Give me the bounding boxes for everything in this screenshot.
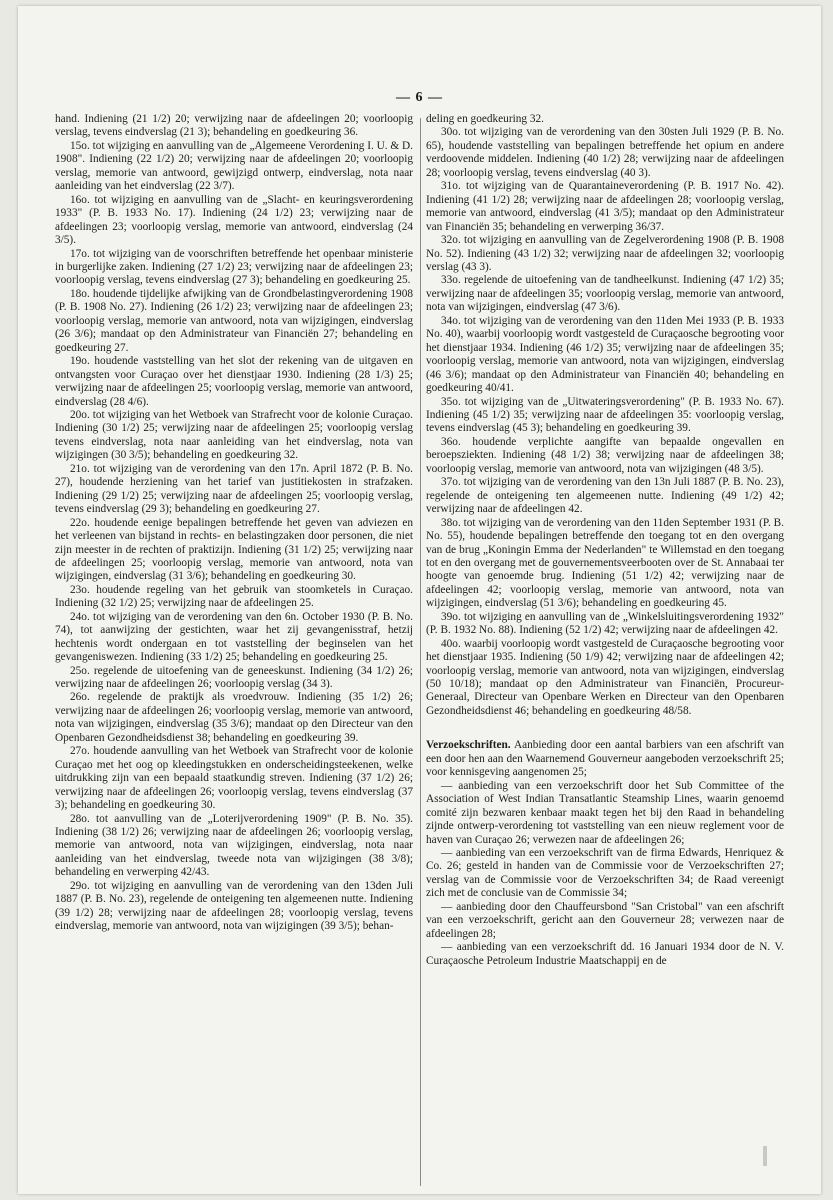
petition-entry: — aanbieding van een verzoekschrift van de firma Edwards, Henriquez & Co. 26; gesteld in handen van de Commissie voor de Verzoekschriften 27; verslag van de Commissie voor de Verzoekschriften 34; de Raad vereenigt zich met de conclusie van de Commissie 34; <box>426 847 784 900</box>
index-entry: 25o. regelende de uitoefening van de geneeskunst. Indiening (34 1/2) 26; verwijzing naar de afdeelingen 26; voorloopig verslag (34 3). <box>55 664 413 691</box>
index-entry: 17o. tot wijziging van de voorschriften betreffende het openbaar ministerie in burgerlijke zaken. Indiening (27 1/2) 23; verwijzing naar de afdeelingen 23; voorloopig verslag, tevens eindverslag (27 3); behandeling en goedkeuring 25. <box>55 247 413 287</box>
index-entry: 20o. tot wijziging van het Wetboek van Strafrecht voor de kolonie Curaçao. Indiening (30 1/2) 25; verwijzing naar de afdeelingen 25; voorloopig verslag tevens eindverslag, nota naar aanleiding van het eindverslag, nota van wijzigingen (30 3/5); behandeling en goedkeuring 32. <box>55 408 413 462</box>
column-divider <box>420 118 421 1186</box>
index-entry: 29o. tot wijziging en aanvulling van de verordening van den 13den Juli 1887 (P. B. No. 23), regelende de onteigening ten algemeenen nutte. Indiening (39 1/2) 28; verwijzing naar de afdeelingen 28; voorloopig verslag, tevens eindverslag, memorie van antwoord, nota van wijzigingen (39 3/5); behan- <box>55 879 413 933</box>
index-entry: 24o. tot wijziging van de verordening van den 6n. October 1930 (P. B. No. 74), tot aanwijzing der gestichten, waar het zij gevangenisstraf, hetzij hechtenis wordt ondergaan en tot vaststelling der beginselen van het gevangeniswezen. Indiening (33 1/2) 25; behandeling en goedkeuring 25. <box>55 610 413 664</box>
index-entry: 39o. tot wijziging en aanvulling van de „Winkelsluitingsverordening 1932" (P. B. 1932 No. 88). Indiening (52 1/2) 42; verwijzing naar de afdeelingen 42. <box>426 610 784 637</box>
verzoekschriften-heading: Verzoekschriften. <box>426 739 511 752</box>
verzoekschriften-paragraph <box>426 739 784 779</box>
index-entry: deling en goedkeuring 32. <box>426 113 544 125</box>
index-entry: 34o. tot wijziging van de verordening van den 11den Mei 1933 (P. B. 1933 No. 40), waarbij voorloopig wordt vastgesteld de Curaçaosche begrooting voor het dienstjaar 1934. Indiening (46 1/2) 35; verwijzing naar de afdeelingen 35; voorloopig verslag, memorie van antwoord, nota van wijzigingen, eindverslag (46 3/6); mandaat op den Administrateur van Financiën 40; behandeling en goedkeuring 40/41. <box>426 314 784 395</box>
index-entry: 38o. tot wijziging van de verordening van den 11den September 1931 (P. B. No. 55), houdende bepalingen betreffende den toegang tot en den overgang van de brug „Koningin Emma der Nederlanden" te Willemstad en den toegang tot en den overgang met de gouvernementsveerbooten over de St. Annabaai ter hoogte van genoemde brug. Indiening (51 1/2) 42; verwijzing naar de afdeelingen 42; voorloopig verslag, memorie van antwoord, nota van wijzigingen, eindverslag (51 3/6); behandeling en goedkeuring 45. <box>426 516 784 610</box>
index-entry: 21o. tot wijziging van de verordening van den 17n. April 1872 (P. B. No. 27), houdende herziening van het tarief van justitiekosten in strafzaken. Indiening (29 1/2) 25; verwijzing naar de afdeelingen 25; voorloopig verslag, tevens eindverslag (29 3); behandeling en goedkeuring 27. <box>55 462 413 516</box>
index-entry: 40o. waarbij voorloopig wordt vastgesteld de Curaçaosche begrooting voor het dienstjaar 1935. Indiening (50 1/9) 42; verwijzing naar de afdeelingen 42; voorloopig verslag, memorie van antwoord, nota van wijzigingen, eindverslag (50 10/18); mandaat op den Administrateur van Financiën, Procureur-Generaal, Directeur van Openbare Werken en Directeur van den Openbaren Gezondheidsdienst 46; behandeling en goedkeuring 48/58. <box>426 637 784 717</box>
index-entry: 23o. houdende regeling van het gebruik van stoomketels in Curaçao. Indiening (32 1/2) 25; verwijzing naar de afdeelingen 25. <box>55 583 413 610</box>
index-entry: 16o. tot wijziging en aanvulling van de „Slacht- en keuringsverordening 1933" (P. B. 1933 No. 17). Indiening (24 1/2) 23; verwijzing naar de afdeelingen 23; voorloopig verslag, memorie van antwoord, eindverslag (24 3/5). <box>55 193 413 247</box>
index-entry: 26o. regelende de praktijk als vroedvrouw. Indiening (35 1/2) 26; verwijzing naar de afdeelingen 26; voorloopig verslag, memorie van antwoord, nota van wijzigingen, eindverslag (35 3/6); mandaat op den Directeur van den Openbaren Gezondheidsdienst 38; behandeling en goedkeuring 39. <box>55 691 413 744</box>
petition-entry: — aanbieding door den Chauffeursbond "San Cristobal" van een afschrift van een verzoekschrift, gericht aan den Gouverneur 28; verwezen naar de afdeelingen 28; <box>426 900 784 940</box>
verzoekschriften-intro: Aanbieding door een aantal barbiers van een afschrift van een door hen aan den Waarnemend Gouverneur aangeboden verzoekschrift 25; voor kennisgeving aangenomen 25; <box>426 739 784 779</box>
index-entry: 18o. houdende tijdelijke afwijking van de Grondbelastingverordening 1908 (P. B. 1908 No. 27). Indiening (26 1/2) 23; verwijzing naar de afdeelingen 23; voorloopig verslag, memorie van antwoord, nota van wijzigingen, eindverslag (26 3/6); mandaat op den Administrateur van Financiën 27; behandeling en goedkeuring 27. <box>55 287 413 354</box>
index-entry: 15o. tot wijziging en aanvulling van de „Algemeene Verordening I. U. & D. 1908". Indiening (22 1/2) 20; verwijzing naar de afdeelingen 20; voorloopig verslag, memorie van antwoord, gewijzigd ontwerp, eindverslag, nota naar aanleiding van het eindverslag (22 3/7). <box>55 139 414 193</box>
index-entry: 35o. tot wijziging van de „Uitwateringsverordening" (P. B. 1933 No. 67). Indiening (45 1/2) 35; verwijzing naar de afdeelingen 35: voorloopig verslag, tevens eindverslag (45 3); behandeling en goedkeuring 39. <box>426 395 784 435</box>
index-entry: 19o. houdende vaststelling van het slot der rekening van de uitgaven en ontvangsten voor Curaçao over het dienstjaar 1930. Indiening (28 1/3) 25; verwijzing naar de afdeelingen 25; voorloopig verslag, memorie van antwoord, eindverslag (28 4/6). <box>55 355 413 408</box>
index-entry: 22o. houdende eenige bepalingen betreffende het geven van adviezen en het verleenen van bijstand in rechts- en belastingzaken door personen, die niet zijn meester in de rechten of praktizijn. Indiening (31 1/2) 25; verwijzing naar de afdeelingen 25; voorloopig verslag, memorie van antwoord, nota van wijzigingen, eindverslag (31 3/6); behandeling en goedkeuring 30. <box>55 516 413 583</box>
document-page <box>18 6 821 1194</box>
index-entry: 27o. houdende aanvulling van het Wetboek van Strafrecht voor de kolonie Curaçao met het oog op kleedingstukken en onderscheidingsteekenen, welke uitdrukking zijn van een bepaald staatkundig streven. Indiening (37 1/2) 26; verwijzing naar de afdeelingen 26; voorloopig verslag, tevens eindverslag (37 3); behandeling en goedkeuring 30. <box>55 745 413 812</box>
petition-entry: — aanbieding van een verzoekschrift door het Sub Committee of the Association of West Indian Transatlantic Steamship Lines, waarin genoemd comité zijn bezwaren kenbaar maakt tegen het bij den Raad in behandeling zijnde ontwerp-verordening tot vaststelling van een nieuw reglement voor de haven van Curaçao 26; verwezen naar de afdeelingen 26; <box>426 779 784 846</box>
petition-list <box>426 780 784 968</box>
index-entry: hand. Indiening (21 1/2) 20; verwijzing naar de afdeelingen 20; voorloopig verslag, tevens eindverslag (21 3); behandeling en goedkeuring 36. <box>55 113 413 139</box>
index-entry: 31o. tot wijziging van de Quarantaineverordening (P. B. 1917 No. 42). Indiening (41 1/2) 28; verwijzing naar de afdeelingen 28; voorloopig verslag, memorie van antwoord, eindverslag (41 3/5); mandaat op den Administrateur van Financiën 35; behandeling en verwerping 36/37. <box>426 180 784 233</box>
index-entry: 28o. tot aanvulling van de „Loterijverordening 1909" (P. B. No. 35). Indiening (38 1/2) 26; verwijzing naar de afdeelingen 26; voorloopig verslag, memorie van antwoord, nota van wijzigingen, eindverslag, nota naar aanleiding van het eindverslag, tweede nota van wijzigingen (38 3/8); behandeling en verwerping 42/43. <box>55 812 413 879</box>
left-column <box>55 113 413 934</box>
page-number: — 6 — <box>396 90 443 105</box>
left-entry-list <box>55 113 413 934</box>
index-entry: 37o. tot wijziging van de verordening van den 13n Juli 1887 (P. B. No. 23), regelende de onteigening ten algemeenen nutte. Indiening (49 1/2) 42; verwijzing naar de afdeelingen 42. <box>426 476 784 516</box>
index-entry: 30o. tot wijziging van de verordening van den 30sten Juli 1929 (P. B. No. 65), houdende vaststelling van bepalingen betreffende het opium en andere verdoovende middelen. Indiening (40 1/2) 28; verwijzing naar de afdeelingen 28; voorloopig verslag, tevens eindverslag (40 3). <box>426 126 784 179</box>
index-entry: 36o. houdende verplichte aangifte van bepaalde ongevallen en beroepsziekten. Indiening (48 1/2) 38; verwijzing naar de afdeelingen 38; voorloopig verslag, memorie van antwoord, nota van wijzigingen (48 3/5). <box>426 435 784 475</box>
scan-mark <box>763 1146 767 1166</box>
right-entry-list <box>426 113 784 718</box>
index-entry: 33o. regelende de uitoefening van de tandheelkunst. Indiening (47 1/2) 35; verwijzing naar de afdeelingen 35; voorloopig verslag, memorie van antwoord, nota van wijzigingen, eindverslag (47 3/6). <box>426 274 784 314</box>
right-column <box>426 113 784 968</box>
index-entry: 32o. tot wijziging en aanvulling van de Zegelverordening 1908 (P. B. 1908 No. 52). Indiening (43 1/2) 32; verwijzing naar de afdeelingen 32; voorloopig verslag (43 3). <box>426 234 784 273</box>
petition-entry: — aanbieding van een verzoekschrift dd. 16 Januari 1934 door de N. V. Curaçaosche Petroleum Industrie Maatschappij en de <box>426 941 784 967</box>
